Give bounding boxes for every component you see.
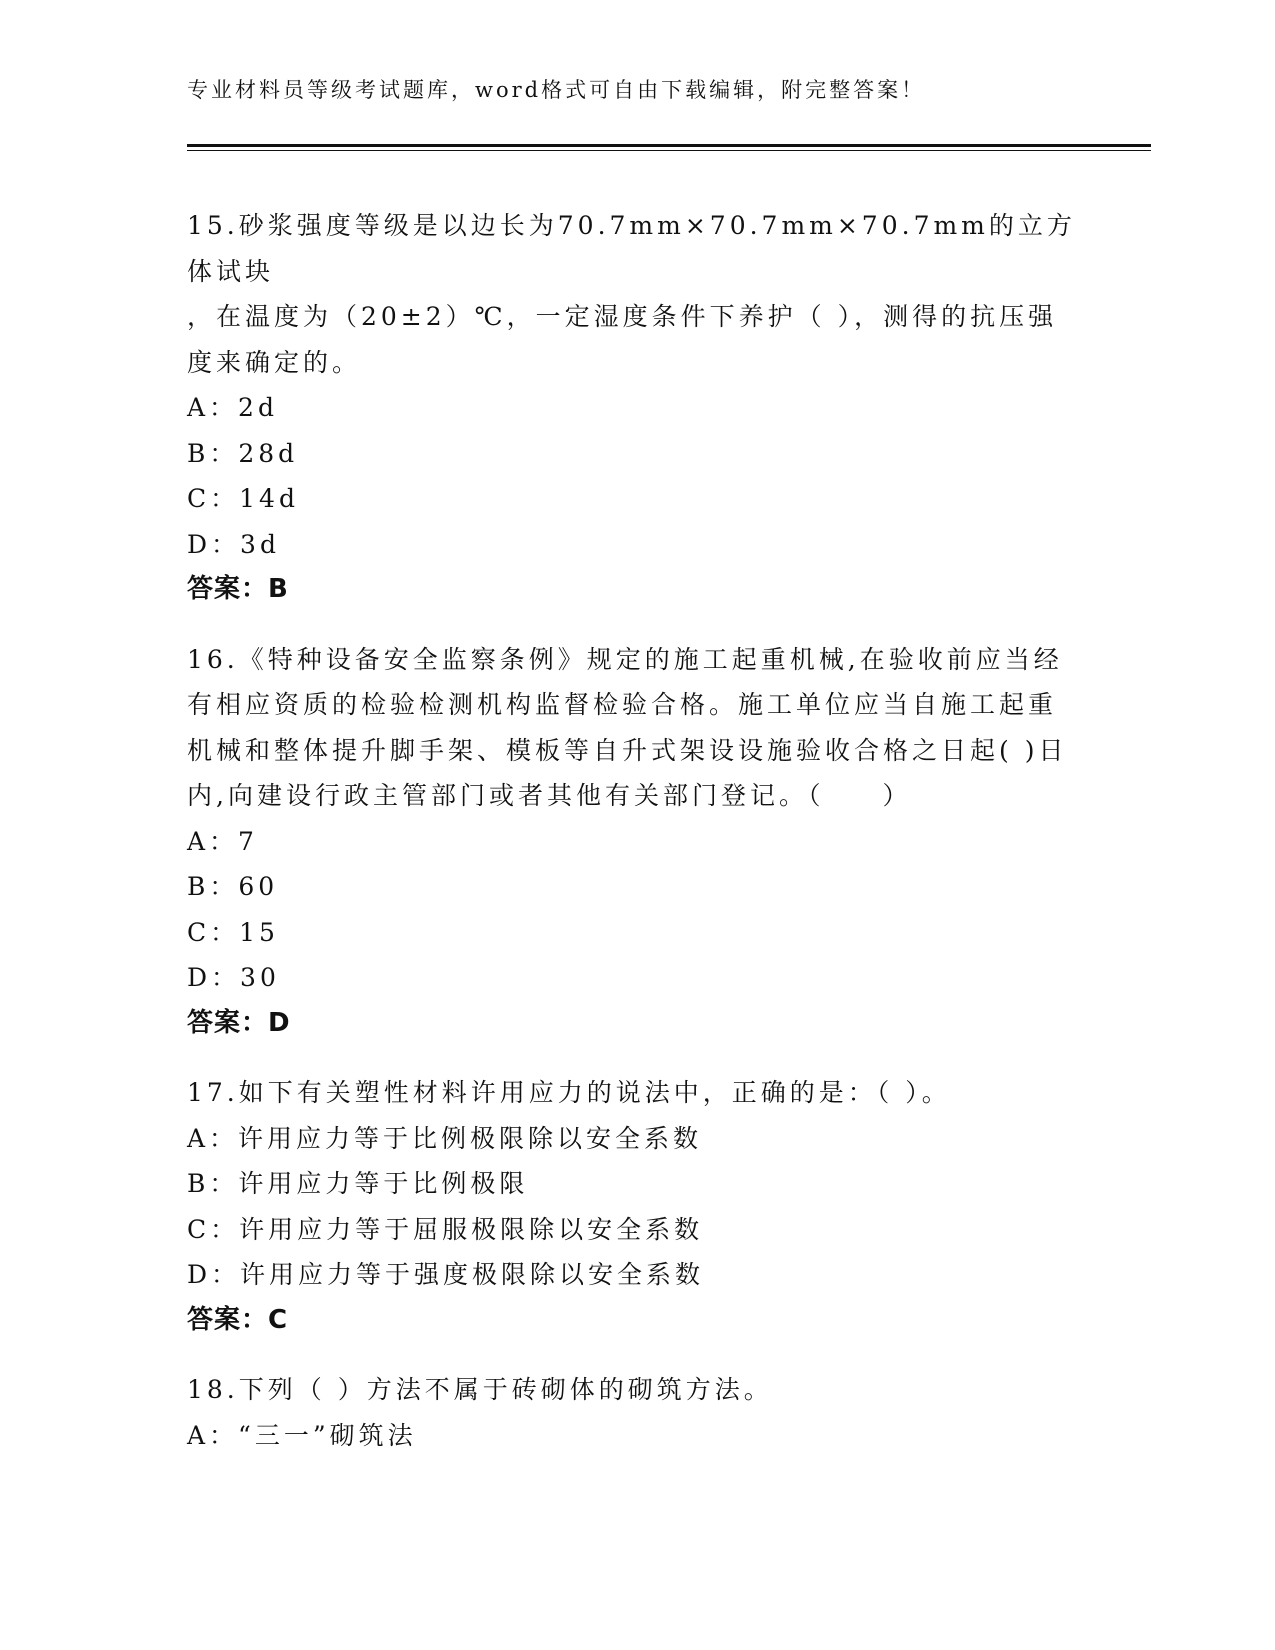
option-c: C：许用应力等于屈服极限除以安全系数 — [187, 1214, 704, 1244]
question-stem-line: 内,向建设行政主管部门或者其他有关部门登记。（ ） — [187, 781, 912, 810]
question-stem-line: 15.砂浆强度等级是以边长为70.7mm×70.7mm×70.7mm的立方体试块 — [187, 211, 1076, 286]
option-a: A：许用应力等于比例极限除以安全系数 — [187, 1123, 703, 1153]
question-stem-line: 18.下列（ ）方法不属于砖砌体的砌筑方法。 — [187, 1375, 773, 1404]
option-d: D：3d — [187, 529, 280, 559]
option-b: B：许用应力等于比例极限 — [187, 1169, 529, 1198]
header-rule-thick — [187, 144, 1151, 147]
question-stem-line: 16.《特种设备安全监察条例》规定的施工起重机械,在验收前应当经 — [187, 644, 1063, 674]
option-c: C：15 — [187, 917, 279, 947]
document-header: 专业材料员等级考试题库，word格式可自由下载编辑，附完整答案！ — [187, 78, 926, 102]
question-stem-line: 17.如下有关塑性材料许用应力的说法中，正确的是：（ ）。 — [187, 1078, 951, 1107]
option-a: A：7 — [187, 826, 258, 856]
option-b: B：60 — [187, 872, 279, 901]
question-16 — [187, 637, 1087, 1047]
answer-line: 答案：B — [187, 574, 289, 604]
answer-line: 答案：C — [187, 1304, 289, 1335]
header-rule-thin — [187, 150, 1151, 151]
option-c: C：14d — [187, 484, 299, 513]
question-stem-line: 度来确定的。 — [187, 347, 362, 377]
question-15 — [187, 203, 1087, 613]
option-b: B：28d — [187, 438, 299, 468]
question-stem-line: 机械和整体提升脚手架、模板等自升式架设设施验收合格之日起( )日 — [187, 735, 1068, 765]
question-18 — [187, 1367, 1087, 1458]
question-stem-line: 有相应资质的检验检测机构监督检验合格。施工单位应当自施工起重 — [187, 690, 1058, 719]
answer-line: 答案：D — [187, 1007, 291, 1038]
option-d: D：许用应力等于强度极限除以安全系数 — [187, 1260, 705, 1289]
question-17 — [187, 1070, 1087, 1343]
question-list — [187, 203, 1087, 1482]
option-a: A：2d — [187, 393, 278, 422]
option-d: D：30 — [187, 963, 280, 992]
question-stem-line: ，在温度为（20±2）℃，一定湿度条件下养护（ ），测得的抗压强 — [187, 302, 1058, 331]
option-a: A：“三一”砌筑法 — [187, 1420, 417, 1450]
